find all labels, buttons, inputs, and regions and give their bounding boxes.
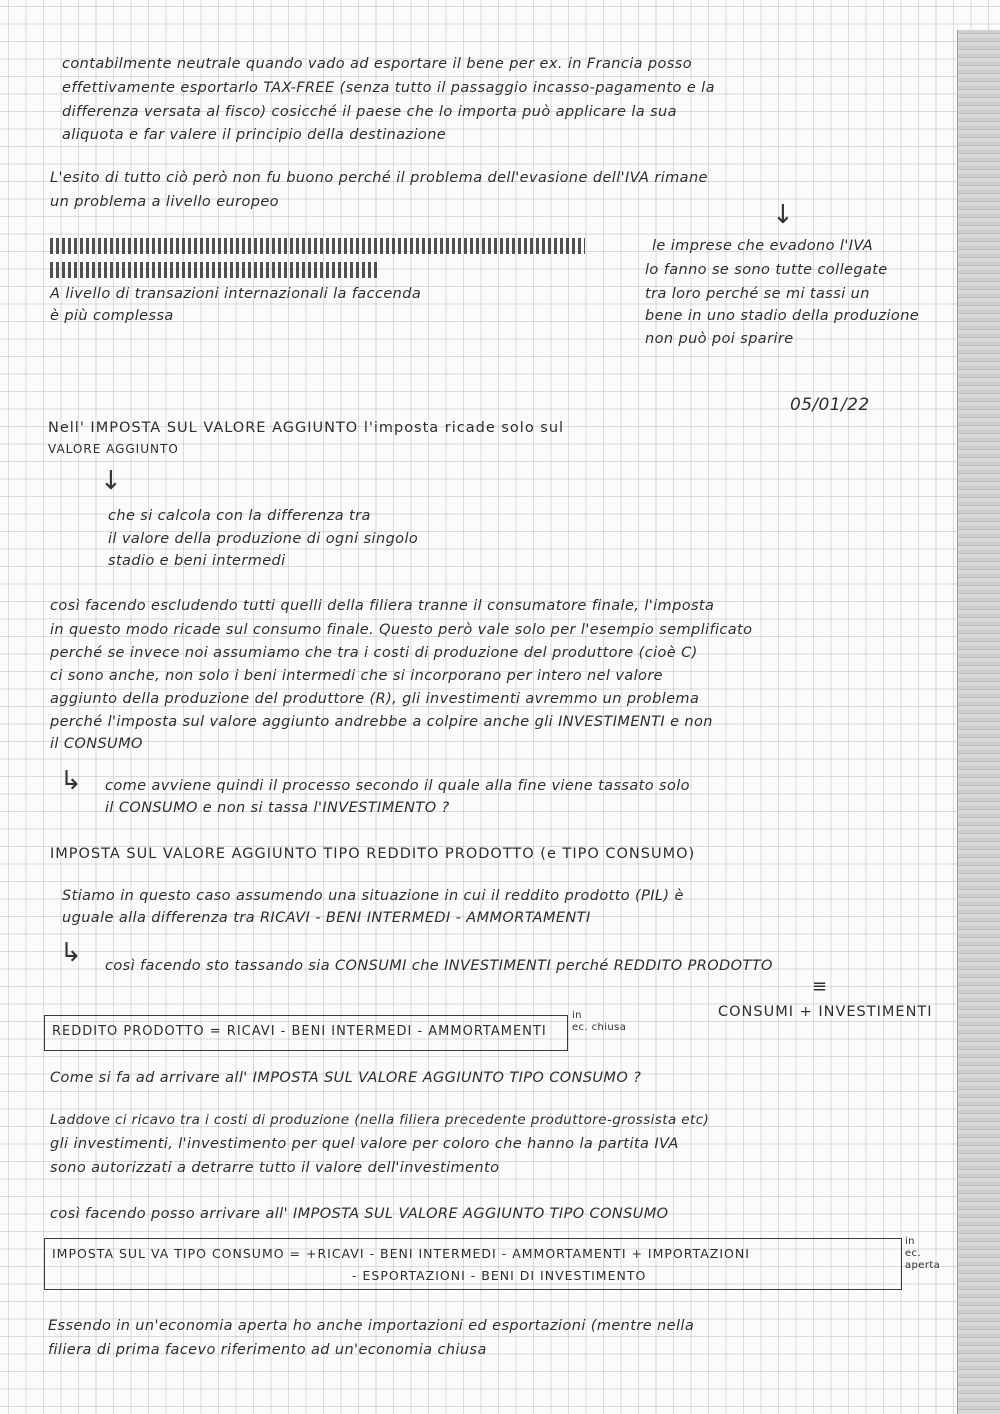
crossed-out-text xyxy=(50,262,380,278)
side-note-line: non può poi sparire xyxy=(645,331,794,347)
crossed-out-text xyxy=(50,238,585,254)
text-line: è più complessa xyxy=(50,308,174,324)
text-line: gli investimenti, l'investimento per quel valore per coloro che hanno la partita IVA xyxy=(50,1136,679,1152)
identity-sign: ≡ xyxy=(812,976,828,997)
text-line: aliquota e far valere il principio della destinazione xyxy=(62,127,447,143)
text-line: differenza versata al fisco) cosicché il paese che lo importa può applicare la sua xyxy=(62,104,677,120)
text-line: in questo modo ricade sul consumo finale. Questo però vale solo per l'esempio semplificato xyxy=(50,622,753,638)
formula-note: ec. xyxy=(905,1248,922,1259)
date-label: 05/01/22 xyxy=(790,395,870,415)
text-line: Come si fa ad arrivare all' IMPOSTA SUL VALORE AGGIUNTO TIPO CONSUMO ? xyxy=(50,1070,642,1086)
text-line: aggiunto della produzione del produttore (R), gli investimenti avremmo un problema xyxy=(50,691,700,707)
side-note-line: tra loro perché se mi tassi un xyxy=(645,286,870,302)
formula-text: - ESPORTAZIONI - BENI DI INVESTIMENTO xyxy=(352,1268,647,1283)
section-heading: IMPOSTA SUL VALORE AGGIUNTO TIPO REDDITO PRODOTTO (e TIPO CONSUMO) xyxy=(50,846,696,862)
text-line: uguale alla differenza tra RICAVI - BENI INTERMEDI - AMMORTAMENTI xyxy=(62,910,591,926)
text-line: effettivamente esportarlo TAX-FREE (senza tutto il passaggio incasso-pagamento e la xyxy=(62,80,715,96)
text-line: come avviene quindi il processo secondo il quale alla fine viene tassato solo xyxy=(105,778,690,794)
down-arrow-icon: ↓ xyxy=(772,200,794,230)
text-line: VALORE AGGIUNTO xyxy=(48,442,179,456)
text-line: che si calcola con la differenza tra xyxy=(108,508,371,524)
text-line: contabilmente neutrale quando vado ad esportare il bene per ex. in Francia posso xyxy=(62,56,692,72)
text-line: perché l'imposta sul valore aggiunto andrebbe a colpire anche gli INVESTIMENTI e non xyxy=(50,714,713,730)
text-line: Laddove ci ricavo tra i costi di produzione (nella filiera precedente produttore-grossista etc) xyxy=(50,1112,710,1128)
text-line: CONSUMI + INVESTIMENTI xyxy=(718,1004,933,1020)
text-line: L'esito di tutto ciò però non fu buono perché il problema dell'evasione dell'IVA rimane xyxy=(50,170,708,186)
side-note-line: lo fanno se sono tutte collegate xyxy=(645,262,888,278)
formula-note: ec. chiusa xyxy=(572,1022,627,1033)
formula-note: in xyxy=(572,1010,582,1021)
side-note-line: bene in uno stadio della produzione xyxy=(645,308,920,324)
turn-right-arrow-icon: ↳ xyxy=(60,766,82,796)
page-edge-shadow xyxy=(957,30,1000,1414)
formula-note: in xyxy=(905,1236,915,1247)
text-line: stadio e beni intermedi xyxy=(108,553,286,569)
formula-note: aperta xyxy=(905,1260,941,1271)
text-line: il CONSUMO e non si tassa l'INVESTIMENTO ? xyxy=(105,800,450,816)
text-line: A livello di transazioni internazionali la faccenda xyxy=(50,286,422,302)
text-line: il CONSUMO xyxy=(50,736,143,752)
turn-right-arrow-icon: ↳ xyxy=(60,938,82,968)
text-line: Stiamo in questo caso assumendo una situazione in cui il reddito prodotto (PIL) è xyxy=(62,888,684,904)
side-note-line: le imprese che evadono l'IVA xyxy=(652,238,874,254)
text-line: Essendo in un'economia aperta ho anche importazioni ed esportazioni (mentre nella xyxy=(48,1318,695,1334)
formula-text: IMPOSTA SUL VA TIPO CONSUMO = +RICAVI - BENI INTERMEDI - AMMORTAMENTI + IMPORTAZIONI xyxy=(52,1246,750,1261)
text-line: filiera di prima facevo riferimento ad un'economia chiusa xyxy=(48,1342,487,1358)
down-arrow-icon: ↓ xyxy=(100,466,122,496)
formula-text: REDDITO PRODOTTO = RICAVI - BENI INTERMEDI - AMMORTAMENTI xyxy=(52,1024,547,1039)
text-line: il valore della produzione di ogni singolo xyxy=(108,531,419,547)
text-line: Nell' IMPOSTA SUL VALORE AGGIUNTO l'imposta ricade solo sul xyxy=(48,420,565,436)
text-line: così facendo posso arrivare all' IMPOSTA SUL VALORE AGGIUNTO TIPO CONSUMO xyxy=(50,1206,669,1222)
text-line: un problema a livello europeo xyxy=(50,194,279,210)
text-line: perché se invece noi assumiamo che tra i costi di produzione del produttore (cioè C) xyxy=(50,645,698,661)
text-line: sono autorizzati a detrarre tutto il valore dell'investimento xyxy=(50,1160,500,1176)
text-line: così facendo escludendo tutti quelli della filiera tranne il consumatore finale, l'imposta xyxy=(50,598,715,614)
text-line: così facendo sto tassando sia CONSUMI che INVESTIMENTI perché REDDITO PRODOTTO xyxy=(105,958,773,974)
text-line: ci sono anche, non solo i beni intermedi che si incorporano per intero nel valore xyxy=(50,668,664,684)
